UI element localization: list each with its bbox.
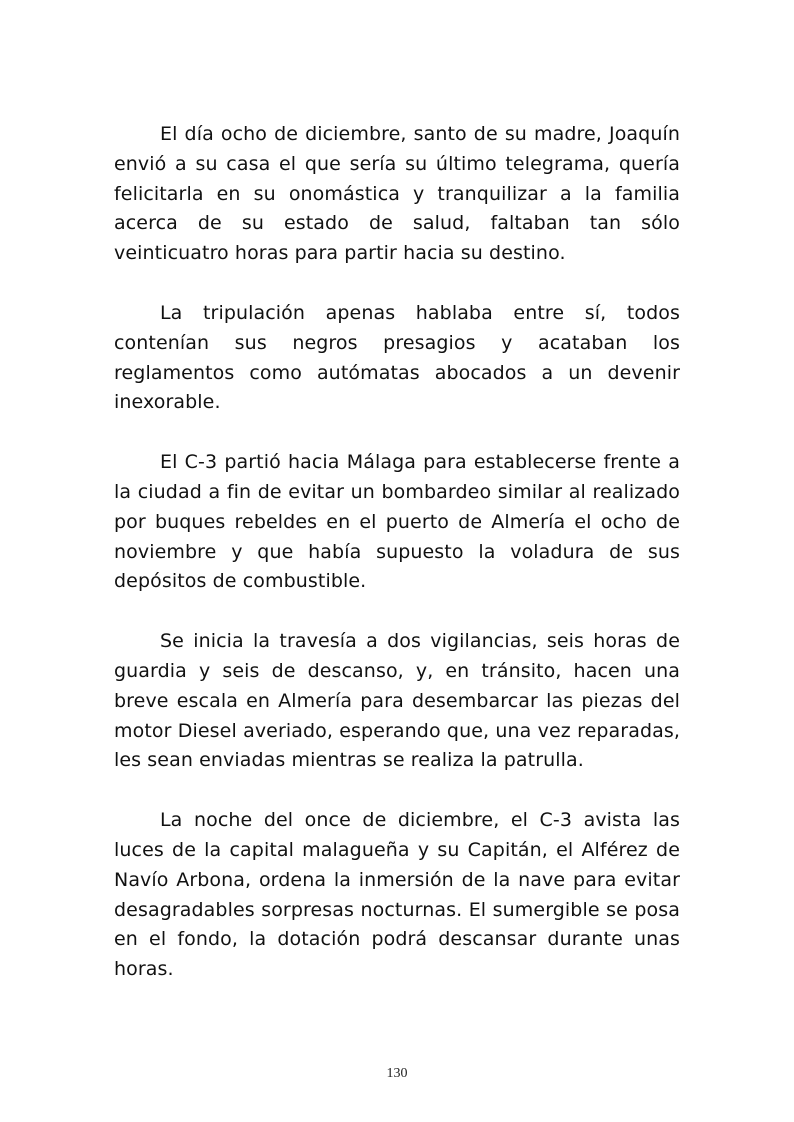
body-text (114, 120, 680, 1015)
paragraph-5: La noche del once de diciembre, el C-3 avista las luces de la capital malagueña y su Capitán, el Alférez de Navío Arbona, ordena la inmersión de la nave para evitar desagradables sorpresas nocturnas. El sumergible se posa en el fondo, la dotación podrá descansar durante unas horas. (114, 809, 680, 981)
paragraph-1: El día ocho de diciembre, santo de su madre, Joaquín envió a su casa el que sería su último telegrama, quería felicitarla en su onomástica y tranquilizar a la familia acerca de su estado de salud, faltaban tan sólo veinticuatro horas para partir hacia su destino. (114, 123, 680, 265)
paragraph-4: Se inicia la travesía a dos vigilancias, seis horas de guardia y seis de descanso, y, en tránsito, hacen una breve escala en Almería para desembarcar las piezas del motor Diesel averiado, esperando que, una vez reparadas, les sean enviadas mientras se realiza la patrulla. (114, 630, 680, 772)
paragraph-3: El C-3 partió hacia Málaga para establecerse frente a la ciudad a fin de evitar un bombardeo similar al realizado por buques rebeldes en el puerto de Almería el ocho de noviembre y que había supuesto la voladura de sus depósitos de combustible. (114, 451, 680, 593)
paragraph-2: La tripulación apenas hablaba entre sí, todos contenían sus negros presagios y acataban los reglamentos como autómatas abocados a un devenir inexorable. (114, 301, 680, 414)
page-number: 130 (386, 1066, 408, 1081)
